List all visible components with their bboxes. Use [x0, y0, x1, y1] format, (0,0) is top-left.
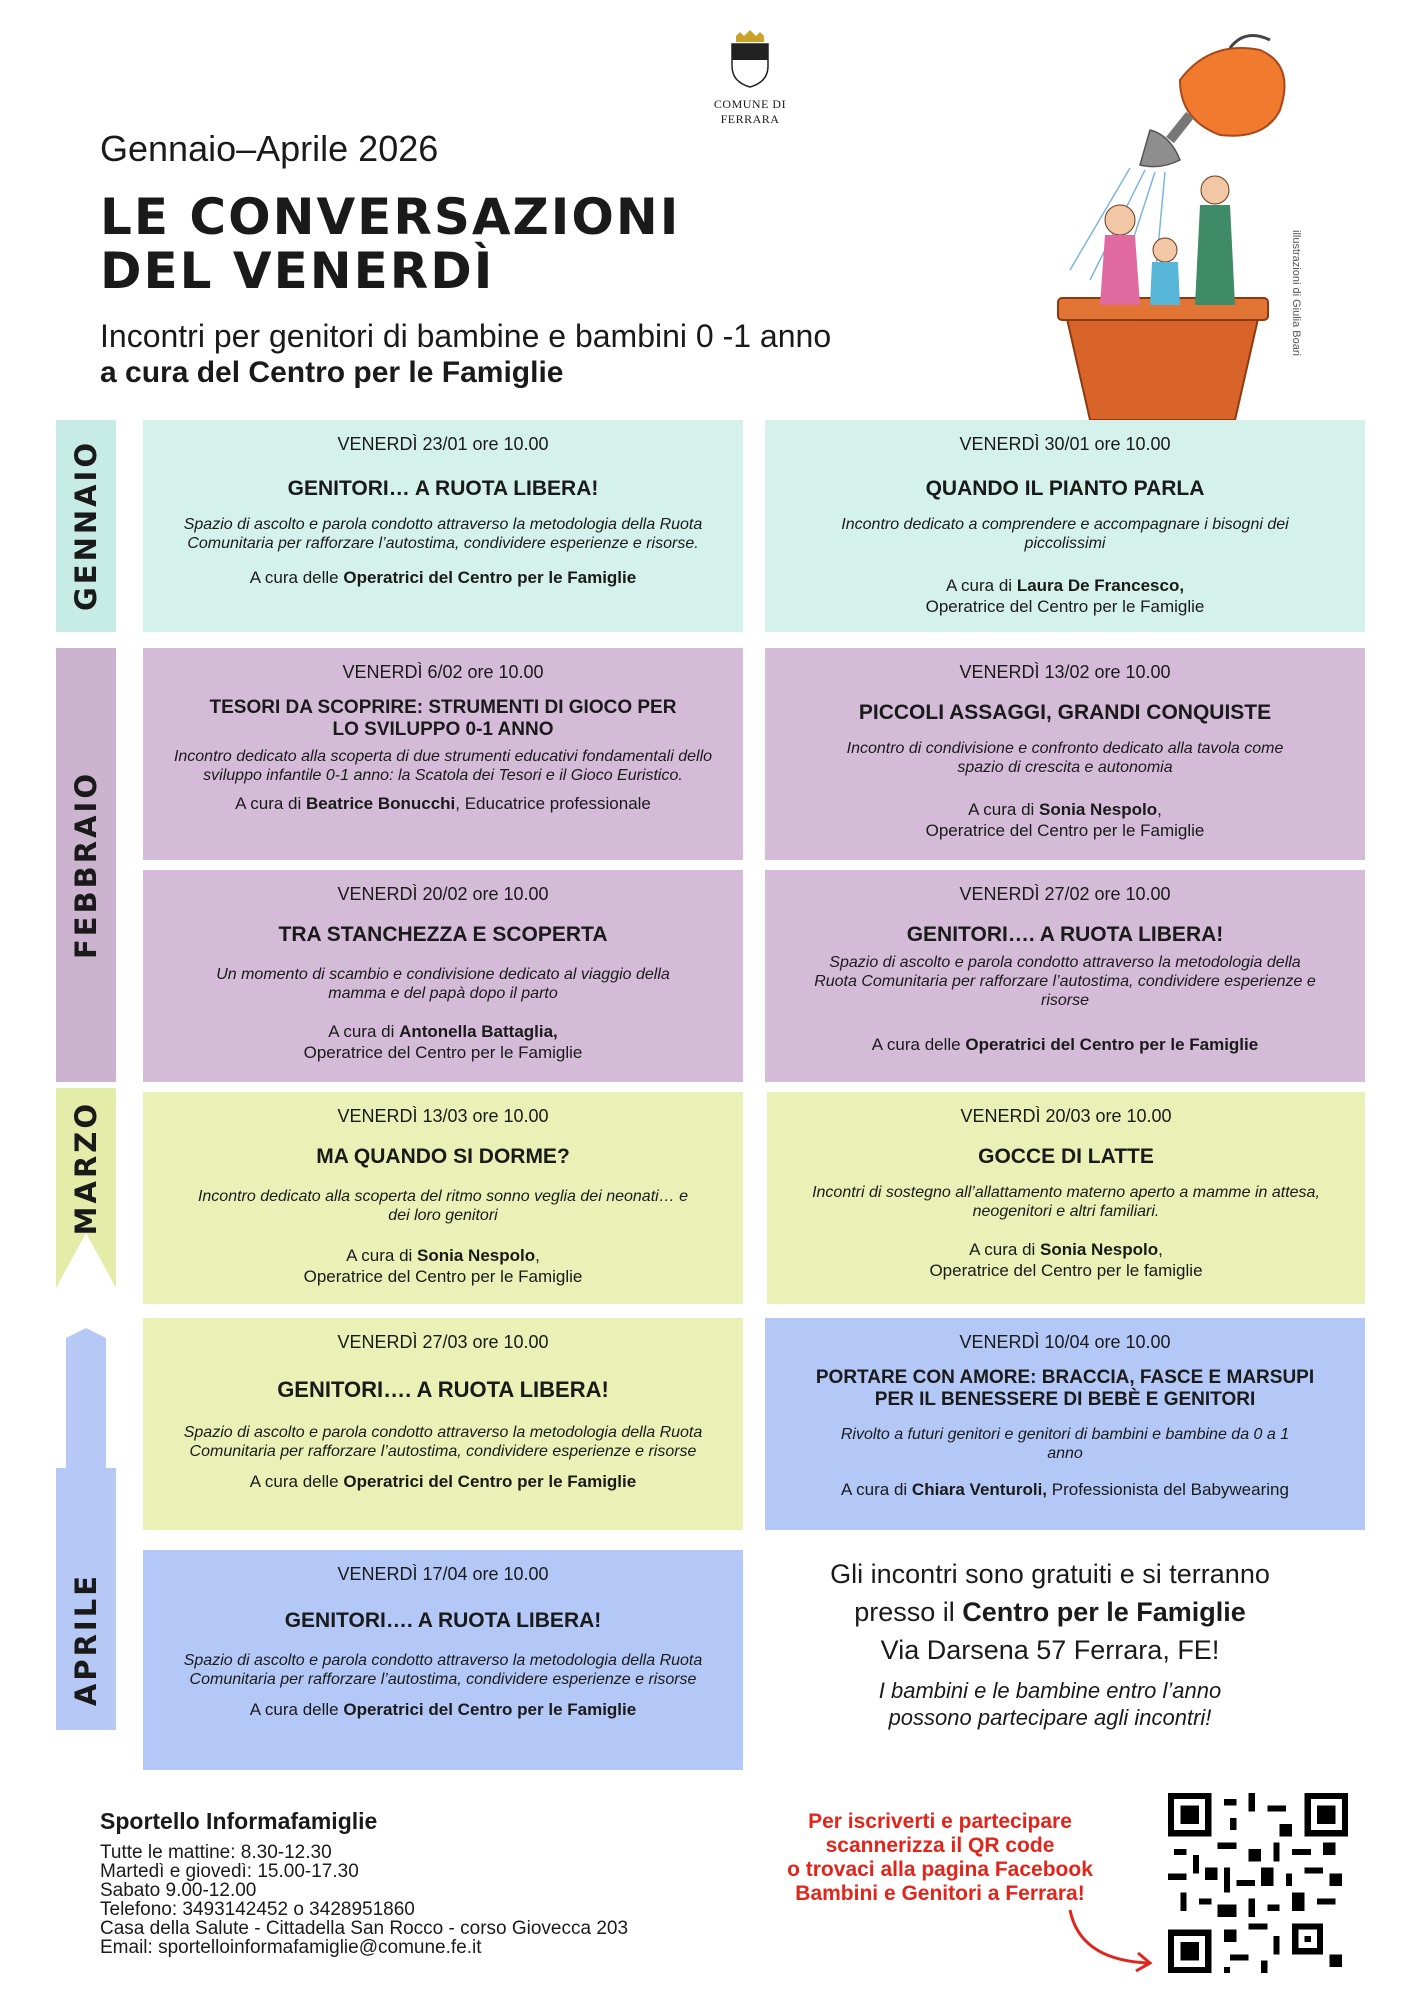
title-line-2: DEL VENERDÌ [100, 242, 495, 300]
event-card-2003 [767, 1092, 1365, 1304]
event-title: GOCCE DI LATTE [978, 1145, 1154, 1168]
month-bar-febbraio [56, 648, 116, 1082]
month-label-aprile: APRILE [69, 1573, 103, 1707]
sportello-hours-saturday: Sabato 9.00-12.00 [100, 1880, 257, 1901]
qr-code[interactable] [1168, 1793, 1348, 1973]
event-date: VENERDÌ 27/02 ore 10.00 [959, 884, 1171, 904]
registration-callout: Per iscriverti e partecipare scannerizza il QR code o trovaci alla pagina Facebook Bambini e Genitori a Ferrara! [787, 1810, 1093, 1905]
sportello-hours-morning: Tutte le mattine: 8.30-12.30 [100, 1842, 332, 1863]
event-organizer: A cura delle Operatrici del Centro per le Famiglie [249, 1472, 637, 1491]
event-date: VENERDÌ 20/03 ore 10.00 [960, 1106, 1172, 1126]
month-label-marzo: MARZO [69, 1100, 103, 1236]
month-label-febbraio: FEBBRAIO [69, 770, 103, 960]
page-title [100, 190, 680, 298]
event-organizer: A cura di Laura De Francesco, Operatrice del Centro per le Famiglie [925, 576, 1205, 616]
event-organizer: A cura di Antonella Battaglia, Operatrice del Centro per le Famiglie [303, 1022, 583, 1062]
subtitle: Incontri per genitori di bambine e bambini 0 -1 anno [100, 318, 832, 354]
event-title: QUANDO IL PIANTO PARLA [925, 477, 1205, 500]
event-description: Spazio di ascolto e parola condotto attraverso la metodologia della Ruota Comunitaria per rafforzare l’autostima, condividere esperienze e risorse [183, 1424, 703, 1460]
event-date: VENERDÌ 30/01 ore 10.00 [959, 434, 1171, 454]
event-date: VENERDÌ 23/01 ore 10.00 [337, 434, 549, 454]
event-card-2702 [765, 870, 1365, 1082]
event-title: GENITORI… A RUOTA LIBERA! [287, 477, 599, 500]
event-date: VENERDÌ 6/02 ore 10.00 [342, 662, 544, 682]
event-title: TESORI DA SCOPRIRE: STRUMENTI DI GIOCO PER LO SVILUPPO 0-1 ANNO [209, 697, 677, 740]
event-description: Rivolto a futuri genitori e genitori di bambini e bambine da 0 a 1 anno [840, 1426, 1290, 1462]
sportello-title: Sportello Informafamiglie [100, 1808, 378, 1834]
event-card-1004 [765, 1318, 1365, 1530]
event-card-2301 [143, 420, 743, 632]
event-description: Incontro dedicato alla scoperta di due strumenti educativi fondamentali dello sviluppo infantile 0-1 anno: la Scatola dei Tesori e il Gioco Euristico. [173, 748, 713, 784]
sportello-email: Email: sportelloinformafamiglie@comune.fe.it [100, 1937, 482, 1958]
event-date: VENERDÌ 27/03 ore 10.00 [337, 1332, 549, 1352]
event-title: PORTARE CON AMORE: BRACCIA, FASCE E MARSUPI PER IL BENESSERE DI BEBÈ E GENITORI [815, 1367, 1315, 1410]
event-card-1302 [765, 648, 1365, 860]
info-note: I bambini e le bambine entro l’anno possono partecipare agli incontri! [878, 1678, 1222, 1730]
event-title: GENITORI…. A RUOTA LIBERA! [284, 1609, 602, 1632]
event-description: Un momento di scambio e condivisione dedicato al viaggio della mamma e del papà dopo il parto [216, 966, 670, 1002]
event-date: VENERDÌ 20/02 ore 10.00 [337, 884, 549, 904]
event-description: Incontri di sostegno all’allattamento materno aperto a mamme in attesa, neogenitori e altri familiari. [812, 1184, 1320, 1220]
event-date: VENERDÌ 13/02 ore 10.00 [959, 662, 1171, 682]
subtitle-organizer: a cura del Centro per le Famiglie [100, 356, 564, 389]
event-title: PICCOLI ASSAGGI, GRANDI CONQUISTE [858, 701, 1272, 724]
event-organizer: A cura di Beatrice Bonucchi, Educatrice professionale [235, 794, 651, 813]
event-description: Incontro dedicato alla scoperta del ritmo sonno veglia dei neonati… e dei loro genitori [197, 1188, 689, 1224]
venue-info [770, 1555, 1330, 1731]
sportello-address: Casa della Salute - Cittadella San Rocco - corso Giovecca 203 [100, 1918, 629, 1939]
month-bar-gennaio [56, 420, 116, 632]
event-title: MA QUANDO SI DORME? [316, 1145, 570, 1168]
event-description: Spazio di ascolto e parola condotto attraverso la metodologia della Ruota Comunitaria per rafforzare l’autostima, condividere esperienze e risorse [814, 954, 1316, 1009]
event-description: Spazio di ascolto e parola condotto attraverso la metodologia della Ruota Comunitaria per rafforzare l’autostima, condividere esperienze e risorse. [183, 516, 703, 552]
logo-caption: COMUNE DI FERRARA [713, 97, 787, 126]
event-description: Incontro dedicato a comprendere e accompagnare i bisogni dei piccolissimi [841, 516, 1289, 552]
arrow-to-qr-icon [1060, 1905, 1160, 1975]
event-card-2703 [143, 1318, 743, 1530]
event-card-2002 [143, 870, 743, 1082]
event-title: GENITORI…. A RUOTA LIBERA! [906, 923, 1224, 946]
event-card-0602 [143, 648, 743, 860]
event-date: VENERDÌ 17/04 ore 10.00 [337, 1564, 549, 1584]
event-date: VENERDÌ 13/03 ore 10.00 [337, 1106, 549, 1126]
watering-can-family-illustration [1030, 20, 1300, 430]
info-address: Via Darsena 57 Ferrara, FE! [880, 1635, 1220, 1665]
event-organizer: A cura di Sonia Nespolo, Operatrice del Centro per le Famiglie [925, 800, 1205, 840]
info-line-1: Gli incontri sono gratuiti e si terranno [830, 1559, 1270, 1589]
period-label: Gennaio–Aprile 2026 [100, 128, 439, 169]
month-label-gennaio: GENNAIO [69, 440, 103, 612]
sportello-phone: Telefono: 3493142452 o 3428951860 [100, 1899, 415, 1920]
event-card-1704 [143, 1550, 743, 1770]
event-description: Spazio di ascolto e parola condotto attraverso la metodologia della Ruota Comunitaria per rafforzare l’autostima, condividere esperienze e risorse [183, 1652, 703, 1688]
comune-logo [695, 30, 805, 127]
ferrara-crest-icon [728, 30, 772, 88]
info-line-2: presso il Centro per le Famiglie [854, 1597, 1246, 1627]
event-organizer: A cura di Sonia Nespolo, Operatrice del Centro per le famiglie [929, 1240, 1203, 1280]
event-card-1303 [143, 1092, 743, 1304]
sportello-hours-afternoon: Martedì e giovedì: 15.00-17.30 [100, 1861, 359, 1882]
event-organizer: A cura delle Operatrici del Centro per le Famiglie [871, 1035, 1259, 1054]
event-card-3001 [765, 420, 1365, 632]
illustration-credit: illustrazioni di Giulia Boari [1290, 230, 1302, 356]
event-description: Incontro di condivisione e confronto dedicato alla tavola come spazio di crescita e autonomia [846, 740, 1284, 776]
event-organizer: A cura delle Operatrici del Centro per le Famiglie [249, 568, 637, 587]
event-organizer: A cura delle Operatrici del Centro per le Famiglie [249, 1700, 637, 1719]
event-title: GENITORI…. A RUOTA LIBERA! [277, 1377, 609, 1402]
month-bar-aprile [56, 1550, 116, 1730]
event-date: VENERDÌ 10/04 ore 10.00 [959, 1332, 1171, 1352]
sportello-info [100, 1808, 628, 1957]
event-organizer: A cura di Sonia Nespolo, Operatrice del Centro per le Famiglie [303, 1246, 583, 1286]
title-line-1: LE CONVERSAZIONI [100, 188, 681, 246]
event-title: TRA STANCHEZZA E SCOPERTA [278, 923, 608, 946]
event-organizer: A cura di Chiara Venturoli, Professionista del Babywearing [841, 1480, 1289, 1499]
